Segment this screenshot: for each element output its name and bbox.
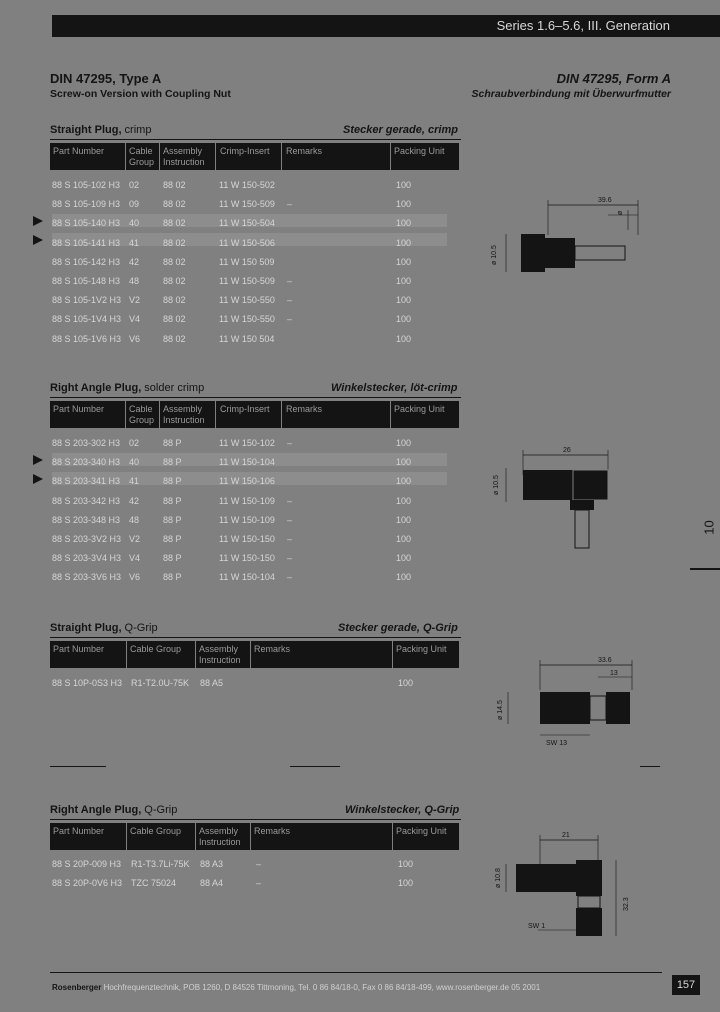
- table-cell: 11 W 150 504: [219, 333, 275, 344]
- table-cell: 88 02: [163, 314, 186, 325]
- table-cell: R1-T2.0U-75K: [131, 678, 190, 688]
- straight-qgrip-drawing: [478, 650, 663, 755]
- table-cell: 11 W 150-509: [219, 199, 275, 210]
- table-cell: V6: [129, 572, 141, 583]
- table-cell: 100: [396, 333, 412, 344]
- table-cell: 88 S 203-302 H3: [52, 438, 121, 448]
- table-cell: 88 S 105-1V4 H3: [52, 314, 122, 325]
- table-cell: 88 02: [163, 333, 186, 344]
- col-packing: Packing Unit: [396, 826, 447, 836]
- table-row: [0, 314, 460, 326]
- table-cell: 88 S 203-340 H3: [52, 457, 121, 468]
- table-cell: 40: [129, 457, 140, 468]
- table-cell: 11 W 150-109: [219, 495, 275, 506]
- table-cell: –: [287, 199, 293, 210]
- table-cell: 100: [396, 553, 412, 564]
- table-cell: 88 02: [163, 199, 186, 210]
- dim-label: ø: [617, 210, 624, 215]
- table-cell: 09: [129, 199, 140, 210]
- table-cell: 100: [396, 457, 412, 468]
- table-cell: 88 02: [163, 180, 186, 190]
- table-cell: –: [287, 314, 293, 325]
- table-row: [0, 276, 460, 288]
- dim-label: 39.6: [598, 197, 612, 204]
- table-cell: 100: [398, 878, 414, 889]
- dim-label: ø 10.8: [495, 868, 502, 888]
- divider: [50, 766, 106, 767]
- divider: [640, 766, 660, 767]
- table-cell: 88 P: [163, 495, 182, 506]
- table-cell: 100: [396, 495, 412, 506]
- table-cell: 11 W 150-502: [219, 180, 275, 190]
- table-cell: 11 W 150-104: [219, 457, 275, 468]
- table-row: [0, 457, 460, 469]
- table-cell: 88 S 105-141 H3: [52, 237, 121, 248]
- table-cell: 88 S 105-102 H3: [52, 180, 121, 190]
- table-cell: V4: [129, 314, 141, 325]
- table-cell: 100: [396, 237, 412, 248]
- section-straight-qgrip-title-de: Stecker gerade, Q-Grip: [338, 622, 458, 634]
- table-row: [0, 534, 460, 546]
- table-cell: 100: [396, 199, 412, 210]
- table-row: [0, 257, 460, 269]
- section-straight-crimp-title-de: Stecker gerade, crimp: [343, 124, 458, 136]
- col-packing: Packing Unit: [394, 146, 445, 156]
- table-cell: 11 W 150-150: [219, 534, 275, 544]
- table-cell: 100: [396, 295, 412, 306]
- table-cell: 88 S 203-348 H3: [52, 514, 121, 525]
- table-cell: 88 A3: [200, 859, 224, 869]
- table-cell: –: [287, 553, 293, 564]
- table-cell: TZC 75024: [131, 878, 177, 889]
- col-part-number: Part Number: [53, 826, 105, 836]
- table-cell: 88 A5: [200, 678, 224, 688]
- table-cell: 88 S 203-3V2 H3: [52, 534, 122, 544]
- col-assembly: Assembly Instruction: [163, 146, 205, 167]
- table-cell: V2: [129, 295, 141, 306]
- table-cell: 88 S 105-148 H3: [52, 276, 121, 286]
- dim-label: ø 14.5: [497, 700, 504, 720]
- straight-crimp-drawing: [478, 190, 663, 290]
- title-en: DIN 47295, Type A: [50, 71, 162, 86]
- table-cell: 11 W 150-102: [219, 438, 275, 448]
- table-cell: 88 S 105-140 H3: [52, 218, 121, 229]
- table-cell: –: [287, 495, 293, 506]
- table-row: [0, 553, 460, 565]
- table-cell: V4: [129, 553, 141, 564]
- table-cell: 88 A4: [200, 878, 224, 889]
- table-row: [0, 334, 460, 346]
- section-right-angle-crimp-title: Right Angle Plug, solder crimp: [50, 382, 205, 394]
- table-header: [50, 401, 459, 428]
- table-cell: 88 P: [163, 457, 182, 468]
- table-cell: 88 P: [163, 553, 182, 564]
- table-cell: –: [287, 295, 293, 306]
- col-remarks: Remarks: [254, 826, 291, 836]
- table-cell: 88 S 20P-009 H3: [52, 859, 122, 869]
- table-cell: 42: [129, 495, 140, 506]
- table-cell: 88 P: [163, 476, 182, 487]
- table-cell: 11 W 150-109: [219, 514, 275, 525]
- table-cell: 100: [396, 218, 412, 229]
- table-cell: 02: [129, 438, 140, 448]
- table-cell: 48: [129, 276, 140, 286]
- table-header: [50, 143, 459, 170]
- table-header: [50, 641, 459, 668]
- table-cell: 100: [396, 314, 412, 325]
- table-cell: –: [287, 276, 293, 286]
- table-cell: 100: [396, 438, 412, 448]
- right-angle-qgrip-drawing: [478, 826, 663, 941]
- table-cell: V2: [129, 534, 141, 544]
- subtitle-de: Schraubverbindung mit Überwurfmutter: [471, 88, 671, 100]
- table-cell: 11 W 150-550: [219, 314, 275, 325]
- col-remarks: Remarks: [286, 146, 323, 156]
- table-row: [0, 438, 460, 450]
- table-row: [0, 572, 460, 584]
- table-cell: 11 W 150 509: [219, 256, 275, 267]
- table-row: [0, 476, 460, 488]
- dim-label: 32.3: [623, 897, 630, 911]
- table-cell: 100: [396, 256, 412, 267]
- table-cell: 88 02: [163, 256, 186, 267]
- divider: [290, 766, 340, 767]
- col-assembly: Assembly Instruction: [163, 404, 205, 425]
- table-cell: 88 S 105-1V6 H3: [52, 333, 122, 344]
- dim-label: 26: [563, 447, 571, 454]
- table-cell: 41: [129, 476, 140, 487]
- table-row: [0, 238, 460, 250]
- col-cable-group: Cable Group: [129, 146, 155, 167]
- col-assembly: Assembly Instruction: [199, 644, 241, 665]
- col-part-number: Part Number: [53, 146, 105, 156]
- section-rule: [50, 637, 461, 638]
- table-cell: 11 W 150-150: [219, 553, 275, 564]
- footer-rule: [50, 972, 662, 973]
- col-packing: Packing Unit: [394, 404, 445, 414]
- dim-label: 21: [562, 832, 570, 839]
- col-crimp-insert: Crimp-Insert: [220, 404, 270, 414]
- table-cell: R1-T3.7Li-75K: [131, 859, 190, 869]
- table-cell: 88 P: [163, 438, 182, 448]
- table-cell: 100: [398, 678, 414, 688]
- table-cell: 88 02: [163, 237, 186, 248]
- table-cell: 02: [129, 180, 140, 190]
- table-cell: –: [256, 878, 262, 889]
- table-cell: 88 S 105-142 H3: [52, 256, 121, 267]
- table-cell: 41: [129, 237, 140, 248]
- table-cell: –: [287, 514, 293, 525]
- col-cable-group: Cable Group: [130, 644, 182, 654]
- table-row: [0, 859, 460, 871]
- table-cell: 100: [396, 514, 412, 525]
- table-cell: –: [256, 859, 262, 869]
- subtitle-en: Screw-on Version with Coupling Nut: [50, 88, 231, 100]
- section-right-angle-qgrip-title: Right Angle Plug, Q-Grip: [50, 804, 178, 816]
- col-packing: Packing Unit: [396, 644, 447, 654]
- dim-label: ø 10.5: [493, 475, 500, 495]
- table-cell: 88 02: [163, 218, 186, 229]
- table-cell: 11 W 150-106: [219, 476, 275, 487]
- dim-label: SW 13: [546, 740, 568, 747]
- table-row: [0, 295, 460, 307]
- section-rule: [50, 139, 461, 140]
- table-cell: –: [287, 534, 293, 544]
- table-cell: 100: [396, 180, 412, 190]
- chapter-tab: 10: [701, 520, 717, 535]
- table-cell: 100: [396, 476, 412, 487]
- table-cell: 100: [396, 572, 412, 583]
- col-cable-group: Cable Group: [129, 404, 155, 425]
- table-cell: 11 W 150-104: [219, 572, 275, 583]
- col-assembly: Assembly Instruction: [199, 826, 241, 847]
- table-cell: 88 02: [163, 295, 186, 306]
- table-cell: 11 W 150-550: [219, 295, 275, 306]
- table-cell: 100: [396, 534, 412, 544]
- section-straight-crimp-title: Straight Plug, crimp: [50, 124, 152, 136]
- footer-text: Rosenberger Hochfrequenztechnik, POB 1260, D 84526 Tittmoning, Tel. 0 86 84/18-0, Fax 0 86 84/18-499, www.rosenberger.de 05 2001: [52, 983, 541, 992]
- table-row: [0, 515, 460, 527]
- section-rule: [50, 397, 461, 398]
- table-cell: 88 S 203-341 H3: [52, 476, 121, 487]
- table-cell: 88 S 105-109 H3: [52, 199, 121, 210]
- table-row: [0, 878, 460, 890]
- col-cable-group: Cable Group: [130, 826, 182, 836]
- col-part-number: Part Number: [53, 404, 105, 414]
- chapter-tab-line: [690, 568, 720, 570]
- table-cell: 88 S 203-3V6 H3: [52, 572, 122, 583]
- table-row: [0, 199, 460, 211]
- table-cell: V6: [129, 333, 141, 344]
- table-row: [0, 678, 460, 690]
- dim-label: 33.6: [598, 657, 612, 664]
- table-cell: –: [287, 572, 293, 583]
- table-header: [50, 823, 459, 850]
- section-straight-qgrip-title: Straight Plug, Q-Grip: [50, 622, 158, 634]
- table-cell: 11 W 150-506: [219, 237, 275, 248]
- right-angle-crimp-drawing: [478, 440, 663, 550]
- dim-label: ø 10.5: [491, 245, 498, 265]
- table-cell: 88 S 10P-0S3 H3: [52, 678, 123, 688]
- section-rule: [50, 819, 461, 820]
- series-title: Series 1.6–5.6, III. Generation: [496, 18, 670, 33]
- dim-label: 13: [610, 670, 618, 677]
- dim-label: SW 1: [528, 923, 546, 930]
- table-cell: 88 P: [163, 534, 182, 544]
- page-number: 157: [672, 975, 700, 995]
- table-cell: 88 S 105-1V2 H3: [52, 295, 122, 306]
- table-cell: 88 P: [163, 572, 182, 583]
- section-right-angle-crimp-title-de: Winkelstecker, löt-crimp: [331, 382, 458, 394]
- col-remarks: Remarks: [286, 404, 323, 414]
- table-cell: 11 W 150-509: [219, 276, 275, 286]
- table-cell: 88 S 203-3V4 H3: [52, 553, 122, 564]
- table-cell: 42: [129, 256, 140, 267]
- table-cell: 88 P: [163, 514, 182, 525]
- table-row: [0, 496, 460, 508]
- table-cell: 48: [129, 514, 140, 525]
- table-row: [0, 218, 460, 230]
- table-row: [0, 180, 460, 192]
- table-cell: –: [287, 438, 293, 448]
- table-cell: 88 02: [163, 276, 186, 286]
- col-part-number: Part Number: [53, 644, 105, 654]
- table-cell: 88 S 203-342 H3: [52, 495, 121, 506]
- table-cell: 100: [396, 276, 412, 286]
- section-right-angle-qgrip-title-de: Winkelstecker, Q-Grip: [345, 804, 460, 816]
- table-cell: 11 W 150-504: [219, 218, 275, 229]
- col-crimp-insert: Crimp-Insert: [220, 146, 270, 156]
- table-cell: 100: [398, 859, 414, 869]
- table-cell: 88 S 20P-0V6 H3: [52, 878, 123, 889]
- col-remarks: Remarks: [254, 644, 291, 654]
- table-cell: 40: [129, 218, 140, 229]
- title-de: DIN 47295, Form A: [556, 71, 671, 86]
